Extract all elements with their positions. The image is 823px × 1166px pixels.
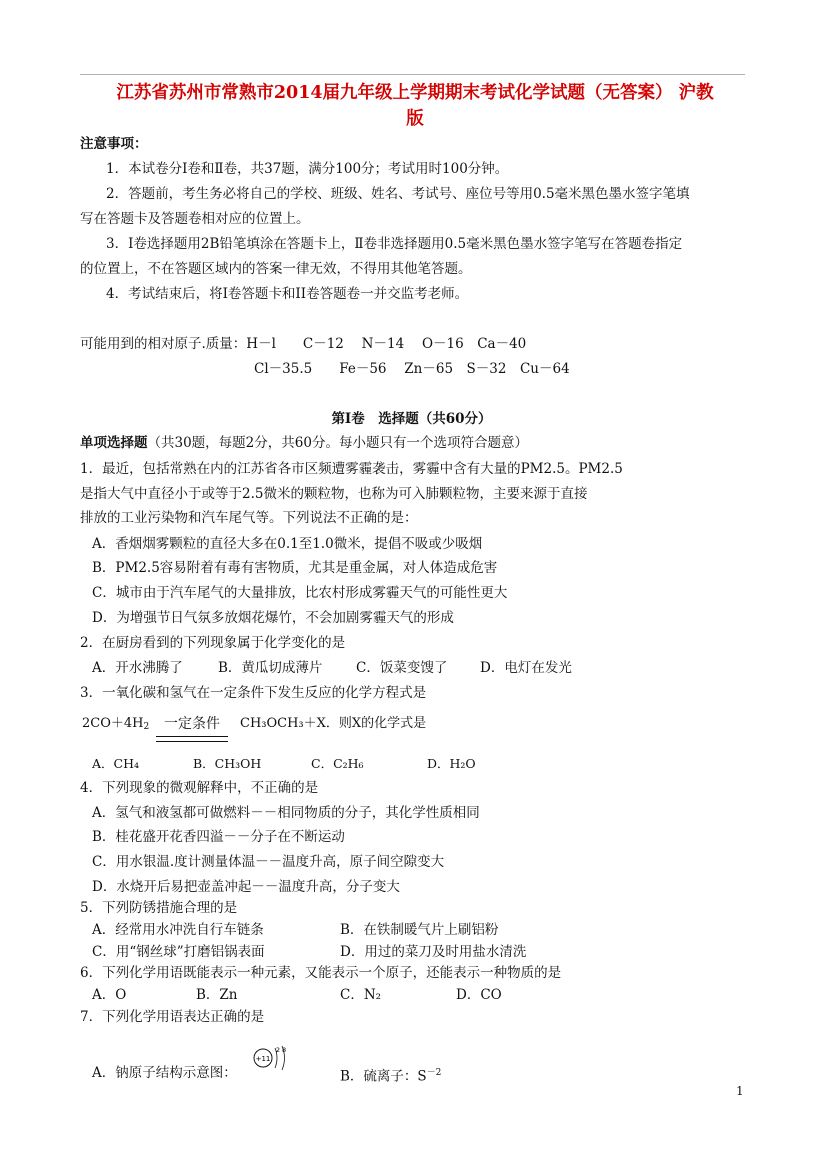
q2-stem: 2．在厨房看到的下列现象属于化学变化的是 xyxy=(80,635,346,651)
q1-option-b: B．PM2.5容易附着有毒有害物质，尤其是重金属，对人体造成危害 xyxy=(92,560,498,576)
q3-option-c: C．C₂H₆ xyxy=(311,756,364,771)
q4-option-b: B．桂花盛开花香四溢－－分子在不断运动 xyxy=(92,829,345,845)
q1-option-a: A．香烟烟雾颗粒的直径大多在0.1至1.0微米，提倡不吸或少吸烟 xyxy=(92,536,483,552)
q7-stem: 7．下列化学用语表达正确的是 xyxy=(80,1009,265,1025)
q3-stem: 3．一氧化碳和氢气在一定条件下发生反应的化学方程式是 xyxy=(80,685,427,701)
q3-option-d: D．H₂O xyxy=(427,756,476,771)
header-rule xyxy=(80,74,745,75)
title-line-1: 江苏省苏州市常熟市2014届九年级上学期期末考试化学试题（无答案） 沪教 xyxy=(116,83,714,103)
q4-option-a: A．氢气和液氢都可做燃料－－相同物质的分子，其化学性质相同 xyxy=(92,805,480,821)
q6-option-c: C．N₂ xyxy=(340,987,382,1003)
q3-eq-left-sub: 2 xyxy=(143,722,150,732)
q5-stem: 5．下列防锈措施合理的是 xyxy=(80,900,238,916)
q6-option-b: B．Zn xyxy=(196,987,238,1003)
q7-option-b xyxy=(340,1064,441,1086)
q4-option-d: D．水烧开后易把壶盖冲起－－温度升高，分子变大 xyxy=(92,879,400,895)
double-line xyxy=(156,736,228,742)
q6-option-a: A．O xyxy=(92,987,127,1003)
q2-option-a: A．开水沸腾了 xyxy=(92,660,183,676)
sodium-atom-diagram xyxy=(251,1038,291,1078)
page-number: 1 xyxy=(736,1084,744,1098)
note-1: 1．本试卷分Ⅰ卷和Ⅱ卷，共37题，满分100分；考试用时100分钟。 xyxy=(106,161,509,177)
q3-equation-left xyxy=(82,715,149,736)
note-4: 4．考试结束后，将I卷答题卡和II卷答题卷一并交监考老师。 xyxy=(106,286,469,302)
title-line-2: 版 xyxy=(406,109,424,129)
instruction-label: 单项选择题 xyxy=(80,435,148,451)
instruction-text: （共30题，每题2分，共60分。每小题只有一个选项符合题意） xyxy=(147,435,528,451)
notes-heading: 注意事项： xyxy=(80,136,148,152)
instruction xyxy=(80,434,528,452)
q2-option-c: C．饭菜变馊了 xyxy=(356,660,448,676)
q4-option-c: C．用水银温.度计测量体温－－温度升高，原子间空隙变大 xyxy=(92,854,445,870)
nucleus-charge: +11 xyxy=(255,1055,271,1063)
q3-equation-right: CH₃OCH₃＋X．则X的化学式是 xyxy=(240,716,427,731)
q3-option-b: B．CH₃OH xyxy=(193,756,262,771)
reaction-condition-arrow xyxy=(156,715,228,739)
q4-stem: 4．下列现象的微观解释中，不正确的是 xyxy=(80,780,319,796)
q1-stem-3: 排放的工业污染物和汽车尾气等。下列说法不正确的是： xyxy=(80,510,418,526)
q7-option-b-text: B．硫离子：S xyxy=(340,1068,427,1085)
note-2a: 2．答题前，考生务必将自己的学校、班级、姓名、考试号、座位号等用0.5毫米黑色墨水签字笔填 xyxy=(106,186,690,202)
q2-option-d: D．电灯在发光 xyxy=(480,660,572,676)
q5-option-c: C．用“钢丝球”打磨铝锅表面 xyxy=(92,944,265,960)
q1-option-d: D．为增强节日气氛多放烟花爆竹，不会加剧雾霾天气的形成 xyxy=(92,610,454,626)
q7-option-b-charge: －2 xyxy=(426,1068,442,1078)
q5-option-d: D．用过的菜刀及时用盐水清洗 xyxy=(340,944,527,960)
note-3b: 的位置上，不在答题区域内的答案一律无效，不得用其他笔答题。 xyxy=(80,261,472,277)
q1-stem-1: 1．最近，包括常熟在内的江苏省各市区频遭雾霾袭击，雾霾中含有大量的PM2.5。PM2.5 xyxy=(80,461,623,477)
q2-option-b: B．黄瓜切成薄片 xyxy=(218,660,323,676)
section-title: 第Ⅰ卷 选择题（共60分） xyxy=(331,411,492,427)
q6-option-d: D．CO xyxy=(456,987,502,1003)
q7-option-a: A．钠原子结构示意图： xyxy=(92,1065,237,1081)
shell-electrons: 2 8 xyxy=(275,1046,287,1054)
q6-stem: 6．下列化学用语既能表示一种元素，又能表示一个原子，还能表示一种物质的是 xyxy=(80,965,562,981)
q1-option-c: C．城市由于汽车尾气的大量排放，比农村形成雾霾天气的可能性更大 xyxy=(92,585,508,601)
q1-stem-2: 是指大气中直径小于或等于2.5微米的颗粒物，也称为可入肺颗粒物，主要来源于直接 xyxy=(80,486,588,502)
atomic-masses-line-1: 可能用到的相对原子.质量：H－l C－12 N－14 O－16 Ca－40 xyxy=(80,336,527,352)
q5-option-b: B．在铁制暖气片上刷铝粉 xyxy=(340,922,499,938)
note-3a: 3．Ⅰ卷选择题用2B铅笔填涂在答题卡上，Ⅱ卷非选择题用0.5毫米黑色墨水签字笔写在答题卷指定 xyxy=(106,236,683,252)
q5-option-a: A．经常用水冲洗自行车链条 xyxy=(92,922,264,938)
reaction-condition: 一定条件 xyxy=(164,716,220,732)
note-2b: 写在答题卡及答题卷相对应的位置上。 xyxy=(80,211,310,227)
q3-eq-left-text: 2CO＋4H xyxy=(82,716,144,731)
document-title xyxy=(80,80,750,132)
q3-option-a: A．CH₄ xyxy=(92,756,140,771)
atomic-masses-line-2: Cl－35.5 Fe－56 Zn－65 S－32 Cu－64 xyxy=(254,361,570,377)
